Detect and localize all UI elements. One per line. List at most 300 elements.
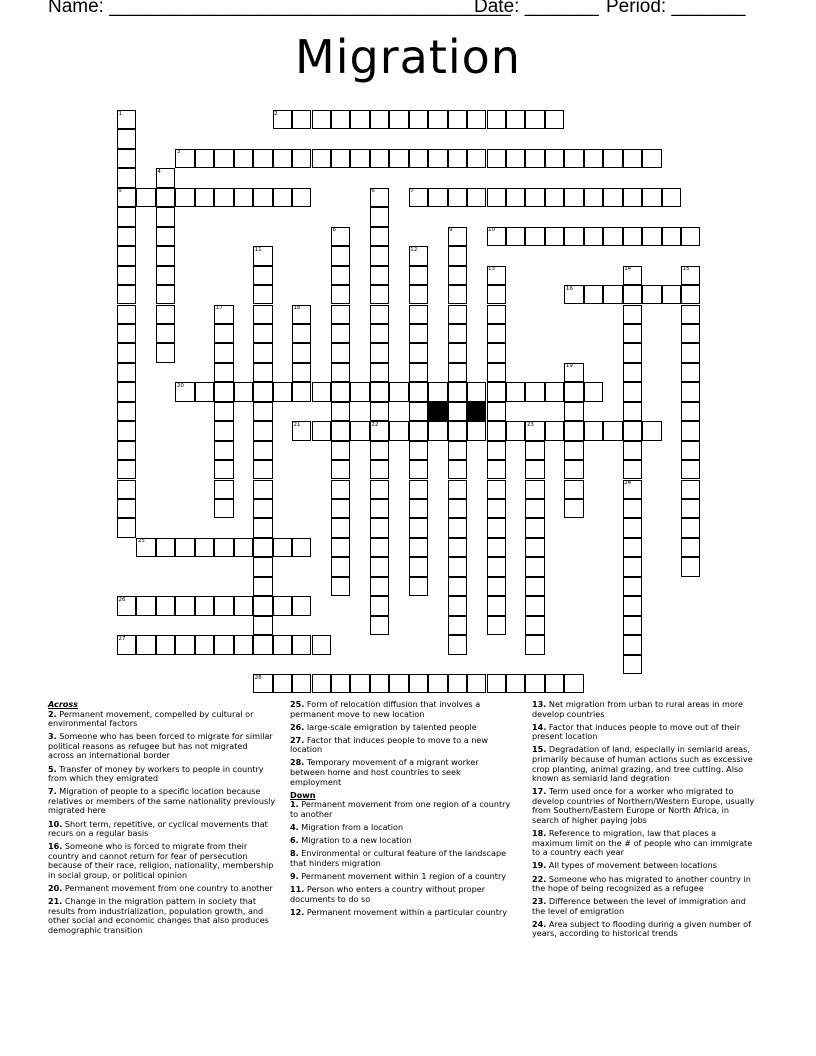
grid-cell[interactable]	[623, 382, 642, 401]
grid-cell[interactable]	[409, 266, 428, 285]
grid-cell[interactable]	[117, 227, 136, 246]
grid-cell[interactable]	[487, 616, 506, 635]
grid-cell[interactable]	[156, 635, 175, 654]
grid-cell[interactable]	[253, 596, 272, 615]
grid-cell[interactable]	[623, 499, 642, 518]
grid-cell[interactable]	[273, 674, 292, 693]
grid-cell[interactable]	[117, 110, 136, 129]
grid-cell[interactable]	[428, 188, 447, 207]
grid-cell[interactable]	[409, 402, 428, 421]
grid-cell[interactable]	[117, 343, 136, 362]
grid-cell[interactable]	[487, 538, 506, 557]
grid-cell[interactable]	[545, 188, 564, 207]
grid-cell[interactable]	[448, 305, 467, 324]
grid-cell[interactable]	[389, 110, 408, 129]
grid-cell[interactable]	[117, 441, 136, 460]
grid-cell[interactable]	[370, 285, 389, 304]
grid-cell[interactable]	[448, 227, 467, 246]
grid-cell[interactable]	[487, 305, 506, 324]
grid-cell[interactable]	[487, 363, 506, 382]
grid-cell[interactable]	[214, 538, 233, 557]
grid-cell[interactable]	[234, 538, 253, 557]
grid-cell[interactable]	[214, 188, 233, 207]
grid-cell[interactable]	[409, 246, 428, 265]
grid-cell[interactable]	[370, 674, 389, 693]
grid-cell[interactable]	[292, 324, 311, 343]
grid-cell[interactable]	[584, 382, 603, 401]
grid-cell[interactable]	[370, 188, 389, 207]
grid-cell[interactable]	[292, 538, 311, 557]
grid-cell[interactable]	[525, 110, 544, 129]
grid-cell[interactable]	[234, 596, 253, 615]
grid-cell[interactable]	[331, 324, 350, 343]
grid-cell[interactable]	[623, 227, 642, 246]
grid-cell[interactable]	[506, 382, 525, 401]
grid-cell[interactable]	[370, 149, 389, 168]
grid-cell[interactable]	[136, 635, 155, 654]
grid-cell[interactable]	[681, 557, 700, 576]
grid-cell[interactable]	[623, 363, 642, 382]
grid-cell[interactable]	[487, 557, 506, 576]
grid-cell[interactable]	[525, 557, 544, 576]
grid-cell[interactable]	[525, 421, 544, 440]
grid-cell[interactable]	[253, 499, 272, 518]
grid-cell[interactable]	[564, 188, 583, 207]
grid-cell[interactable]	[681, 305, 700, 324]
grid-cell[interactable]	[681, 324, 700, 343]
grid-cell[interactable]	[623, 577, 642, 596]
grid-cell[interactable]	[389, 382, 408, 401]
grid-cell[interactable]	[525, 499, 544, 518]
grid-cell[interactable]	[525, 616, 544, 635]
grid-cell[interactable]	[136, 596, 155, 615]
grid-cell[interactable]	[409, 188, 428, 207]
grid-cell[interactable]	[331, 421, 350, 440]
grid-cell[interactable]	[584, 149, 603, 168]
grid-cell[interactable]	[487, 324, 506, 343]
grid-cell[interactable]	[681, 227, 700, 246]
grid-cell[interactable]	[448, 285, 467, 304]
grid-cell[interactable]	[331, 441, 350, 460]
grid-cell[interactable]	[487, 227, 506, 246]
grid-cell[interactable]	[506, 227, 525, 246]
grid-cell[interactable]	[409, 110, 428, 129]
grid-cell[interactable]	[564, 674, 583, 693]
grid-cell[interactable]	[214, 324, 233, 343]
grid-cell[interactable]	[253, 363, 272, 382]
grid-cell[interactable]	[214, 149, 233, 168]
period-field[interactable]: Period: _______	[606, 0, 746, 17]
grid-cell[interactable]	[292, 596, 311, 615]
grid-cell[interactable]	[564, 382, 583, 401]
grid-cell[interactable]	[253, 285, 272, 304]
grid-cell[interactable]	[623, 655, 642, 674]
grid-cell[interactable]	[273, 538, 292, 557]
grid-cell[interactable]	[525, 149, 544, 168]
grid-cell[interactable]	[292, 110, 311, 129]
grid-cell[interactable]	[312, 674, 331, 693]
grid-cell[interactable]	[389, 674, 408, 693]
grid-cell[interactable]	[409, 538, 428, 557]
grid-cell[interactable]	[117, 266, 136, 285]
grid-cell[interactable]	[195, 382, 214, 401]
grid-cell[interactable]	[467, 674, 486, 693]
grid-cell[interactable]	[409, 382, 428, 401]
grid-cell[interactable]	[370, 324, 389, 343]
grid-cell[interactable]	[350, 149, 369, 168]
grid-cell[interactable]	[389, 149, 408, 168]
grid-cell[interactable]	[487, 674, 506, 693]
grid-cell[interactable]	[506, 421, 525, 440]
grid-cell[interactable]	[117, 499, 136, 518]
grid-cell[interactable]	[623, 538, 642, 557]
grid-cell[interactable]	[195, 149, 214, 168]
grid-cell[interactable]	[467, 149, 486, 168]
grid-cell[interactable]	[525, 674, 544, 693]
grid-cell[interactable]	[253, 518, 272, 537]
grid-cell[interactable]	[428, 110, 447, 129]
grid-cell[interactable]	[331, 518, 350, 537]
grid-cell[interactable]	[681, 285, 700, 304]
grid-cell[interactable]	[487, 596, 506, 615]
grid-cell[interactable]	[448, 538, 467, 557]
grid-cell[interactable]	[603, 149, 622, 168]
grid-cell[interactable]	[175, 596, 194, 615]
grid-cell[interactable]	[409, 674, 428, 693]
grid-cell[interactable]	[370, 382, 389, 401]
grid-cell[interactable]	[273, 188, 292, 207]
grid-cell[interactable]	[487, 343, 506, 362]
grid-cell[interactable]	[117, 129, 136, 148]
grid-cell[interactable]	[273, 149, 292, 168]
grid-cell[interactable]	[545, 227, 564, 246]
grid-cell[interactable]	[312, 110, 331, 129]
grid-cell[interactable]	[370, 577, 389, 596]
grid-cell[interactable]	[428, 421, 447, 440]
grid-cell[interactable]	[584, 188, 603, 207]
grid-cell[interactable]	[409, 577, 428, 596]
grid-cell[interactable]	[448, 616, 467, 635]
grid-cell[interactable]	[370, 363, 389, 382]
grid-cell[interactable]	[214, 441, 233, 460]
grid-cell[interactable]	[117, 596, 136, 615]
grid-cell[interactable]	[253, 480, 272, 499]
grid-cell[interactable]	[253, 188, 272, 207]
grid-cell[interactable]	[331, 246, 350, 265]
grid-cell[interactable]	[117, 207, 136, 226]
grid-cell[interactable]	[292, 382, 311, 401]
grid-cell[interactable]	[525, 382, 544, 401]
grid-cell[interactable]	[253, 305, 272, 324]
grid-cell[interactable]	[487, 382, 506, 401]
grid-cell[interactable]	[584, 285, 603, 304]
grid-cell[interactable]	[642, 188, 661, 207]
grid-cell[interactable]	[253, 577, 272, 596]
grid-cell[interactable]	[623, 616, 642, 635]
grid-cell[interactable]	[156, 227, 175, 246]
grid-cell[interactable]	[409, 557, 428, 576]
grid-cell[interactable]	[331, 285, 350, 304]
grid-cell[interactable]	[214, 421, 233, 440]
grid-cell[interactable]	[448, 246, 467, 265]
grid-cell[interactable]	[409, 421, 428, 440]
grid-cell[interactable]	[681, 538, 700, 557]
grid-cell[interactable]	[136, 188, 155, 207]
grid-cell[interactable]	[370, 518, 389, 537]
grid-cell[interactable]	[234, 149, 253, 168]
grid-cell[interactable]	[331, 674, 350, 693]
grid-cell[interactable]	[234, 188, 253, 207]
grid-cell[interactable]	[331, 402, 350, 421]
grid-cell[interactable]	[331, 363, 350, 382]
grid-cell[interactable]	[623, 402, 642, 421]
grid-cell[interactable]	[175, 382, 194, 401]
grid-cell[interactable]	[253, 421, 272, 440]
grid-cell[interactable]	[642, 421, 661, 440]
grid-cell[interactable]	[642, 149, 661, 168]
grid-cell[interactable]	[253, 538, 272, 557]
grid-cell[interactable]	[681, 441, 700, 460]
grid-cell[interactable]	[350, 421, 369, 440]
grid-cell[interactable]	[292, 305, 311, 324]
grid-cell[interactable]	[487, 421, 506, 440]
grid-cell[interactable]	[253, 635, 272, 654]
grid-cell[interactable]	[370, 343, 389, 362]
grid-cell[interactable]	[448, 557, 467, 576]
grid-cell[interactable]	[156, 538, 175, 557]
grid-cell[interactable]	[545, 149, 564, 168]
grid-cell[interactable]	[331, 343, 350, 362]
grid-cell[interactable]	[681, 499, 700, 518]
grid-cell[interactable]	[156, 324, 175, 343]
grid-cell[interactable]	[409, 480, 428, 499]
grid-cell[interactable]	[117, 635, 136, 654]
grid-cell[interactable]	[370, 266, 389, 285]
grid-cell[interactable]	[681, 480, 700, 499]
grid-cell[interactable]	[448, 596, 467, 615]
grid-cell[interactable]	[506, 674, 525, 693]
grid-cell[interactable]	[545, 674, 564, 693]
grid-cell[interactable]	[662, 227, 681, 246]
grid-cell[interactable]	[370, 110, 389, 129]
grid-cell[interactable]	[214, 305, 233, 324]
grid-cell[interactable]	[409, 363, 428, 382]
grid-cell[interactable]	[623, 480, 642, 499]
grid-cell[interactable]	[331, 227, 350, 246]
grid-cell[interactable]	[156, 305, 175, 324]
grid-cell[interactable]	[253, 557, 272, 576]
grid-cell[interactable]	[409, 518, 428, 537]
grid-cell[interactable]	[525, 577, 544, 596]
grid-cell[interactable]	[603, 285, 622, 304]
grid-cell[interactable]	[350, 674, 369, 693]
grid-cell[interactable]	[487, 188, 506, 207]
grid-cell[interactable]	[292, 149, 311, 168]
grid-cell[interactable]	[292, 674, 311, 693]
grid-cell[interactable]	[117, 421, 136, 440]
grid-cell[interactable]	[331, 460, 350, 479]
grid-cell[interactable]	[448, 110, 467, 129]
grid-cell[interactable]	[156, 343, 175, 362]
grid-cell[interactable]	[623, 343, 642, 362]
grid-cell[interactable]	[370, 480, 389, 499]
grid-cell[interactable]	[623, 149, 642, 168]
grid-cell[interactable]	[448, 635, 467, 654]
grid-cell[interactable]	[156, 596, 175, 615]
grid-cell[interactable]	[117, 246, 136, 265]
grid-cell[interactable]	[467, 188, 486, 207]
grid-cell[interactable]	[214, 635, 233, 654]
name-field[interactable]: Name: ______________________________________	[48, 0, 511, 17]
grid-cell[interactable]	[525, 480, 544, 499]
grid-cell[interactable]	[487, 110, 506, 129]
grid-cell[interactable]	[623, 441, 642, 460]
grid-cell[interactable]	[350, 382, 369, 401]
grid-cell[interactable]	[448, 441, 467, 460]
grid-cell[interactable]	[603, 227, 622, 246]
grid-cell[interactable]	[487, 518, 506, 537]
grid-cell[interactable]	[370, 616, 389, 635]
grid-cell[interactable]	[253, 343, 272, 362]
grid-cell[interactable]	[525, 635, 544, 654]
grid-cell[interactable]	[623, 285, 642, 304]
grid-cell[interactable]	[292, 343, 311, 362]
grid-cell[interactable]	[448, 402, 467, 421]
grid-cell[interactable]	[331, 266, 350, 285]
grid-cell[interactable]	[273, 110, 292, 129]
grid-cell[interactable]	[681, 402, 700, 421]
grid-cell[interactable]	[370, 557, 389, 576]
grid-cell[interactable]	[156, 266, 175, 285]
grid-cell[interactable]	[564, 149, 583, 168]
grid-cell[interactable]	[448, 266, 467, 285]
grid-cell[interactable]	[525, 518, 544, 537]
grid-cell[interactable]	[623, 460, 642, 479]
grid-cell[interactable]	[370, 596, 389, 615]
grid-cell[interactable]	[253, 149, 272, 168]
grid-cell[interactable]	[448, 188, 467, 207]
grid-cell[interactable]	[117, 363, 136, 382]
grid-cell[interactable]	[117, 518, 136, 537]
grid-cell[interactable]	[564, 480, 583, 499]
grid-cell[interactable]	[545, 382, 564, 401]
date-field[interactable]: Date: _______	[474, 0, 599, 17]
grid-cell[interactable]	[370, 227, 389, 246]
grid-cell[interactable]	[681, 266, 700, 285]
grid-cell[interactable]	[448, 421, 467, 440]
grid-cell[interactable]	[409, 499, 428, 518]
grid-cell[interactable]	[681, 421, 700, 440]
grid-cell[interactable]	[253, 382, 272, 401]
grid-cell[interactable]	[525, 460, 544, 479]
grid-cell[interactable]	[409, 460, 428, 479]
grid-cell[interactable]	[331, 110, 350, 129]
grid-cell[interactable]	[253, 246, 272, 265]
grid-cell[interactable]	[195, 596, 214, 615]
grid-cell[interactable]	[253, 441, 272, 460]
grid-cell[interactable]	[662, 188, 681, 207]
grid-cell[interactable]	[370, 402, 389, 421]
grid-cell[interactable]	[195, 188, 214, 207]
grid-cell[interactable]	[195, 538, 214, 557]
grid-cell[interactable]	[448, 499, 467, 518]
grid-cell[interactable]	[448, 518, 467, 537]
grid-cell[interactable]	[448, 577, 467, 596]
grid-cell[interactable]	[331, 557, 350, 576]
grid-cell[interactable]	[117, 402, 136, 421]
grid-cell[interactable]	[253, 324, 272, 343]
grid-cell[interactable]	[487, 577, 506, 596]
grid-cell[interactable]	[564, 402, 583, 421]
grid-cell[interactable]	[564, 460, 583, 479]
grid-cell[interactable]	[214, 382, 233, 401]
grid-cell[interactable]	[117, 305, 136, 324]
grid-cell[interactable]	[214, 343, 233, 362]
grid-cell[interactable]	[448, 382, 467, 401]
grid-cell[interactable]	[292, 635, 311, 654]
grid-cell[interactable]	[623, 596, 642, 615]
grid-cell[interactable]	[370, 207, 389, 226]
grid-cell[interactable]	[156, 188, 175, 207]
grid-cell[interactable]	[681, 518, 700, 537]
grid-cell[interactable]	[214, 460, 233, 479]
grid-cell[interactable]	[214, 480, 233, 499]
grid-cell[interactable]	[487, 499, 506, 518]
grid-cell[interactable]	[428, 674, 447, 693]
grid-cell[interactable]	[525, 538, 544, 557]
grid-cell[interactable]	[195, 635, 214, 654]
grid-cell[interactable]	[623, 557, 642, 576]
grid-cell[interactable]	[564, 363, 583, 382]
grid-cell[interactable]	[253, 616, 272, 635]
grid-cell[interactable]	[409, 441, 428, 460]
grid-cell[interactable]	[448, 324, 467, 343]
grid-cell[interactable]	[175, 149, 194, 168]
grid-cell[interactable]	[564, 441, 583, 460]
grid-cell[interactable]	[409, 324, 428, 343]
grid-cell[interactable]	[253, 402, 272, 421]
grid-cell[interactable]	[175, 188, 194, 207]
grid-cell[interactable]	[506, 110, 525, 129]
grid-cell[interactable]	[292, 421, 311, 440]
grid-cell[interactable]	[506, 149, 525, 168]
grid-cell[interactable]	[370, 441, 389, 460]
grid-cell[interactable]	[389, 421, 408, 440]
grid-cell[interactable]	[448, 460, 467, 479]
grid-cell[interactable]	[175, 538, 194, 557]
grid-cell[interactable]	[467, 110, 486, 129]
grid-cell[interactable]	[409, 305, 428, 324]
grid-cell[interactable]	[331, 499, 350, 518]
grid-cell[interactable]	[623, 324, 642, 343]
grid-cell[interactable]	[370, 499, 389, 518]
grid-cell[interactable]	[642, 227, 661, 246]
grid-cell[interactable]	[253, 674, 272, 693]
grid-cell[interactable]	[156, 285, 175, 304]
grid-cell[interactable]	[525, 188, 544, 207]
grid-cell[interactable]	[448, 674, 467, 693]
grid-cell[interactable]	[564, 227, 583, 246]
grid-cell[interactable]	[681, 460, 700, 479]
grid-cell[interactable]	[273, 596, 292, 615]
grid-cell[interactable]	[662, 285, 681, 304]
grid-cell[interactable]	[312, 421, 331, 440]
grid-cell[interactable]	[234, 635, 253, 654]
grid-cell[interactable]	[428, 382, 447, 401]
grid-cell[interactable]	[312, 635, 331, 654]
grid-cell[interactable]	[156, 246, 175, 265]
grid-cell[interactable]	[370, 460, 389, 479]
